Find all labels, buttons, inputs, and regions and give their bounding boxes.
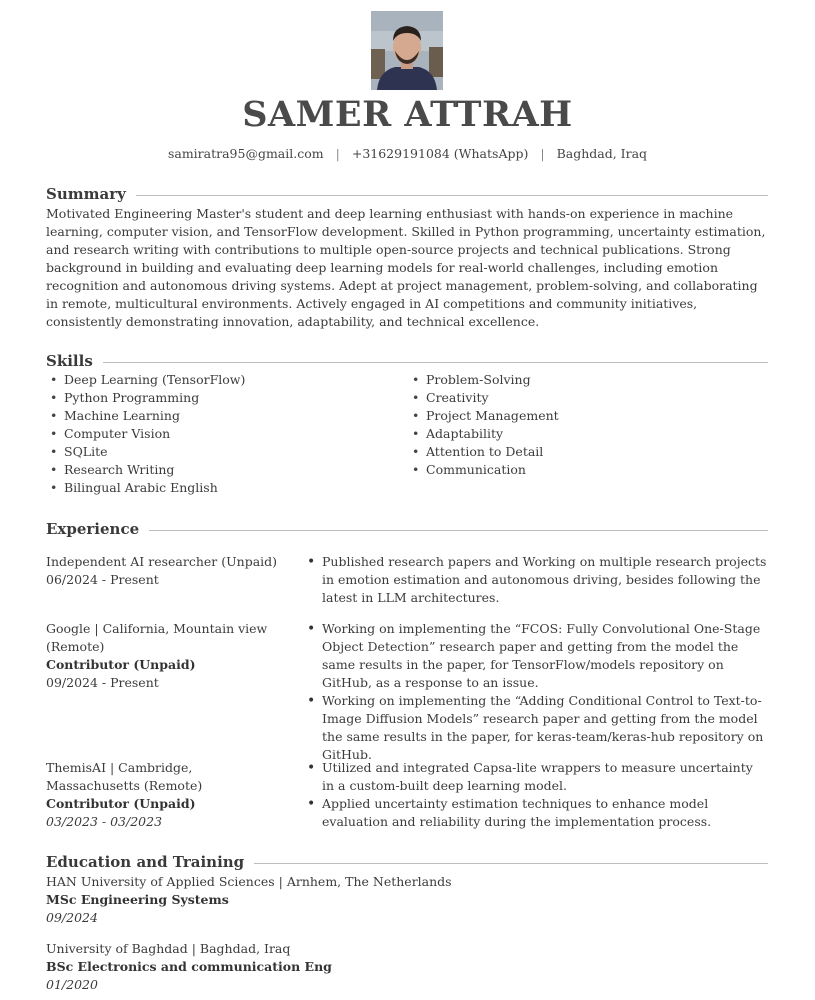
skill-item: • Machine Learning — [46, 407, 245, 425]
experience-title: Experience — [46, 520, 140, 538]
skill-item: • Computer Vision — [46, 425, 245, 443]
experience-bullet: • Working on implementing the “Adding Conditional Control to Text-to-Image Diffusion Models” research paper and getting from the model the same results in the paper, for keras-team/keras-hub repository on GitHub. — [306, 692, 768, 764]
section-divider — [149, 530, 768, 531]
contact-separator: | — [335, 146, 340, 161]
skill-item: • Deep Learning (TensorFlow) — [46, 371, 245, 389]
summary-heading — [46, 184, 768, 204]
skills-list-left — [46, 371, 245, 497]
experience-date: 09/2024 - Present — [46, 675, 159, 690]
location-text: Baghdad, Iraq — [556, 146, 648, 161]
experience-meta — [46, 620, 286, 692]
section-divider — [136, 195, 768, 196]
candidate-name: SAMER ATTRAH — [242, 94, 573, 135]
skill-item: • Adaptability — [408, 425, 559, 443]
summary-title: Summary — [46, 185, 126, 203]
experience-bullet: • Utilized and integrated Capsa-lite wrappers to measure uncertainty in a custom-built deep learning model. — [306, 759, 768, 795]
experience-date: 06/2024 - Present — [46, 572, 159, 587]
education-date: 01/2020 — [46, 977, 98, 992]
skill-item: • Creativity — [408, 389, 559, 407]
skill-item: • Bilingual Arabic English — [46, 479, 245, 497]
email-text: samiratra95@gmail.com — [167, 146, 324, 161]
experience-meta — [46, 759, 286, 831]
skills-heading — [46, 351, 768, 371]
profile-photo-graphic — [371, 11, 443, 90]
skill-item: • Research Writing — [46, 461, 245, 479]
experience-role: Contributor (Unpaid) — [46, 796, 196, 811]
skill-item: • Python Programming — [46, 389, 245, 407]
skill-item: • Attention to Detail — [408, 443, 559, 461]
experience-bullet: • Working on implementing the “FCOS: Fully Convolutional One-Stage Object Detection” research paper and getting from the model the same results in the paper, for TensorFlow/models repository on GitHub, as a response to an issue. — [306, 620, 768, 692]
experience-bullet: • Applied uncertainty estimation techniques to enhance model evaluation and reliability during the implementation process. — [306, 795, 768, 831]
skill-item: • Problem-Solving — [408, 371, 559, 389]
skill-item: • Communication — [408, 461, 559, 479]
education-school: University of Baghdad | Baghdad, Iraq — [46, 941, 291, 956]
experience-bullet: • Published research papers and Working on multiple research projects in emotion estimation and autonomous driving, besides following the latest in LLM architectures. — [306, 553, 768, 607]
experience-employer: ThemisAI | Cambridge, Massachusetts (Remote) — [46, 760, 203, 793]
experience-bullets — [306, 553, 768, 607]
section-divider — [103, 362, 768, 363]
profile-photo — [371, 11, 443, 90]
experience-bullets — [306, 620, 768, 764]
education-date: 09/2024 — [46, 910, 98, 925]
experience-meta — [46, 553, 286, 589]
experience-bullets — [306, 759, 768, 831]
skill-item: • SQLite — [46, 443, 245, 461]
education-school: HAN University of Applied Sciences | Arnhem, The Netherlands — [46, 874, 452, 889]
experience-heading — [46, 519, 768, 539]
skill-item: • Project Management — [408, 407, 559, 425]
skills-title: Skills — [46, 352, 93, 370]
experience-employer: Google | California, Mountain view (Remote) — [46, 621, 268, 654]
experience-employer: Independent AI researcher (Unpaid) — [46, 554, 278, 569]
section-divider — [254, 863, 768, 864]
phone-text: +31629191084 (WhatsApp) — [351, 146, 529, 161]
contact-line — [0, 146, 815, 161]
education-degree: BSc Electronics and communication Eng — [46, 959, 332, 974]
contact-separator: | — [540, 146, 545, 161]
education-heading — [46, 852, 768, 872]
summary-text: Motivated Engineering Master's student and deep learning enthusiast with hands-on experience in machine learning, computer vision, and TensorFlow development. Skilled in Python programming, uncertainty estimation, and research writing with contributions to multiple open-source projects and technical publications. Strong background in building and evaluating deep learning models for real-world challenges, including emotion recognition and autonomous driving systems. Adept at project management, problem-solving, and collaborating in remote, multicultural environments. Actively engaged in AI competitions and community initiatives, consistently demonstrating innovation, adaptability, and technical excellence. — [46, 206, 766, 329]
experience-role: Contributor (Unpaid) — [46, 657, 196, 672]
education-title: Education and Training — [46, 853, 245, 871]
education-entry — [46, 873, 646, 927]
skills-list-right — [408, 371, 559, 479]
experience-date: 03/2023 - 03/2023 — [46, 814, 163, 829]
education-entry — [46, 940, 646, 994]
education-degree: MSc Engineering Systems — [46, 892, 229, 907]
